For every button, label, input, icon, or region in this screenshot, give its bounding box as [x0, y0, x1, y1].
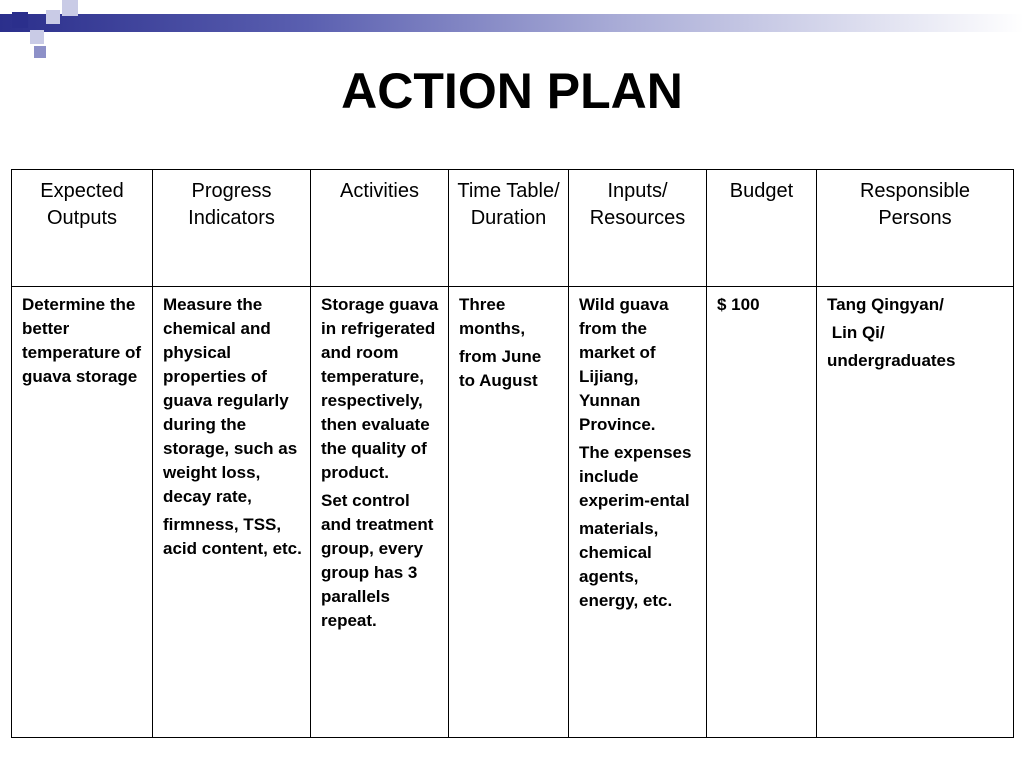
cell-text: Three months,	[459, 295, 526, 338]
cell-text: Measure the chemical and physical properties of guava regularly during the storage, such as weight loss, decay rate,	[163, 295, 298, 506]
cell-text: Storage guava in refrigerated and room temperature, respectively, then evaluate the quality of product.	[321, 295, 439, 482]
cell-activities	[311, 287, 449, 738]
header-time-table: Time Table/ Duration	[449, 170, 569, 287]
decorative-square	[46, 10, 60, 24]
cell-budget	[707, 287, 817, 738]
table-header-row	[12, 170, 1014, 287]
cell-text: from June to August	[459, 347, 542, 390]
header-gradient-bar	[0, 14, 1024, 32]
cell-expected-outputs	[12, 287, 153, 738]
cell-text: Lin Qi/	[827, 323, 885, 342]
cell-text: firmness, TSS, acid content, etc.	[163, 515, 302, 558]
decorative-square	[34, 46, 46, 58]
decorative-square	[62, 0, 78, 16]
cell-responsible-persons	[817, 287, 1014, 738]
cell-text: materials, chemical agents, energy, etc.	[579, 519, 673, 610]
header-expected-outputs: Expected Outputs	[12, 170, 153, 287]
header-inputs-resources: Inputs/ Resources	[569, 170, 707, 287]
decorative-square	[14, 34, 24, 44]
cell-time-table	[449, 287, 569, 738]
header-activities: Activities	[311, 170, 449, 287]
cell-text: Wild guava from the market of Lijiang, Yunnan Province.	[579, 295, 669, 434]
cell-text: Tang Qingyan/	[827, 295, 944, 314]
cell-text: $ 100	[717, 295, 760, 314]
header-budget: Budget	[707, 170, 817, 287]
header-responsible-persons: Responsible Persons	[817, 170, 1014, 287]
cell-text: Determine the better temperature of guava storage	[22, 295, 142, 386]
header-progress-indicators: Progress Indicators	[153, 170, 311, 287]
cell-inputs-resources	[569, 287, 707, 738]
cell-progress-indicators	[153, 287, 311, 738]
cell-text: undergraduates	[827, 351, 956, 370]
table-row	[12, 287, 1014, 738]
slide-title: ACTION PLAN	[341, 63, 683, 119]
decorative-square	[30, 30, 44, 44]
cell-text: Set control and treatment group, every group has 3 parallels repeat.	[321, 491, 434, 630]
decorative-square	[12, 12, 28, 28]
action-plan-table	[11, 169, 1014, 738]
cell-text: The expenses include experim-ental	[579, 443, 692, 510]
